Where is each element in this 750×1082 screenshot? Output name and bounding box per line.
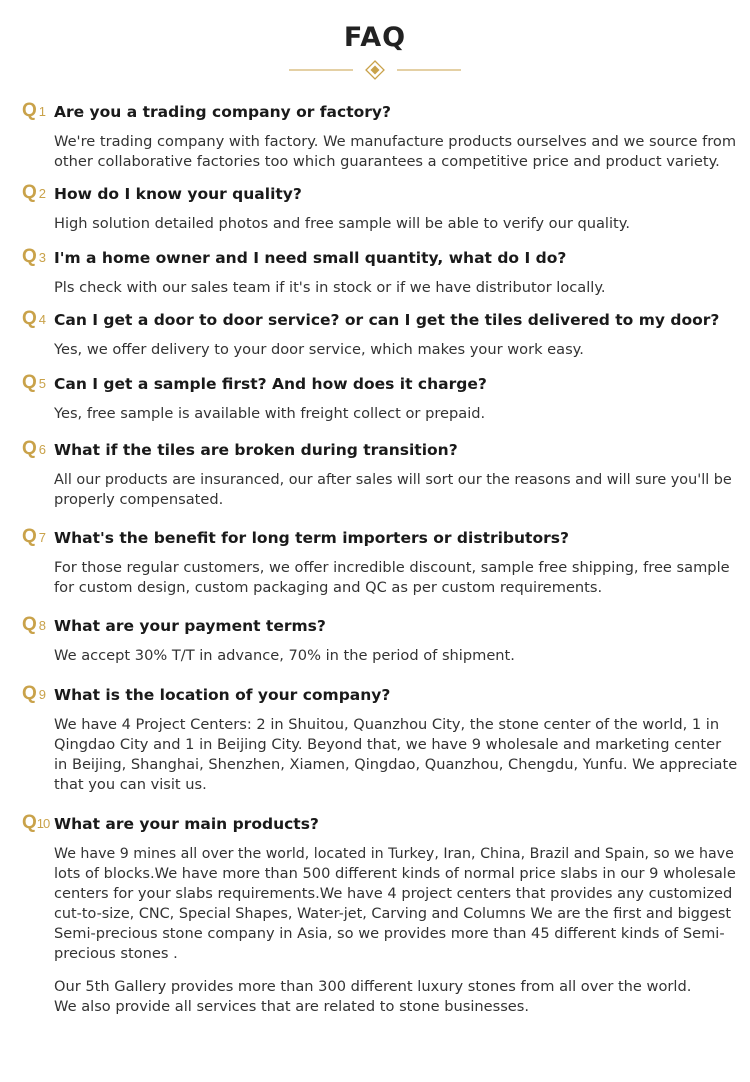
answer-extra-text: Our 5th Gallery provides more than 300 different luxury stones from all over the world. We also provide all services that are related to stone businesses. <box>54 978 692 1015</box>
answer-text: Pls check with our sales team if it's in stock or if we have distributor locally. <box>54 279 606 296</box>
answer-text: All our products are insuranced, our after sales will sort our the reasons and will sure you'll be properly compensated. <box>54 472 732 508</box>
answer-text: Yes, free sample is available with freight collect or prepaid. <box>54 405 486 422</box>
answer-text: Yes, we offer delivery to your door service, which makes your work easy. <box>54 341 584 358</box>
question-text: How do I know your quality? <box>54 185 302 203</box>
question-badge: Q 4 <box>22 308 47 329</box>
question-badge: Q 6 <box>22 438 47 459</box>
answer-text: We're trading company with factory. We manufacture products ourselves and we source from other collaborative factories too which guarantees a competitive price and product variety. <box>54 133 737 170</box>
question-text: I'm a home owner and I need small quantity, what do I do? <box>54 249 567 267</box>
question-text: What are your payment terms? <box>54 617 326 635</box>
question-badge: Q 1 <box>22 100 47 121</box>
page-title: FAQ <box>343 22 407 53</box>
question-text: What is the location of your company? <box>54 686 391 704</box>
answer-text: High solution detailed photos and free sample will be able to verify our quality. <box>54 215 630 232</box>
question-badge: Q 5 <box>22 372 47 393</box>
question-text: Are you a trading company or factory? <box>54 103 391 121</box>
title-divider <box>289 60 461 80</box>
question-badge: Q 7 <box>22 526 47 547</box>
question-text: Can I get a door to door service? or can I get the tiles delivered to my door? <box>54 311 720 329</box>
question-badge: Q 3 <box>22 246 47 267</box>
question-text: What are your main products? <box>54 815 319 833</box>
diamond-icon <box>366 61 384 79</box>
answer-text: We accept 30% T/T in advance, 70% in the period of shipment. <box>54 647 515 664</box>
question-text: What's the benefit for long term importers or distributors? <box>54 529 569 547</box>
question-badge: Q10 <box>22 812 50 833</box>
answer-text: We have 4 Project Centers: 2 in Shuitou, Quanzhou City, the stone center of the world, 1 in Qingdao City and 1 in Beijing City. Beyond that, we have 9 wholesale and marketing center in Beijing, Shanghai, Shenzhen, Xiamen, Qingdao, Quanzhou, Chengdu, Yunfu. We appreciate that you can visit us. <box>54 716 738 793</box>
question-badge: Q 2 <box>22 182 47 203</box>
answer-text: We have 9 mines all over the world, located in Turkey, Iran, China, Brazil and Spain, so we have lots of blocks.We have more than 500 different kinds of normal price slabs in our 9 wholesale centers for your slabs requirements.We have 4 project centers that provides any customized cut-to-size, CNC, Special Shapes, Water-jet, Carving and Columns We are the first and biggest Semi-precious stone company in Asia, so we provides more than 45 different kinds of Semi- precious stones . <box>54 846 736 962</box>
question-text: What if the tiles are broken during transition? <box>54 441 458 459</box>
question-text: Can I get a sample first? And how does it charge? <box>54 375 487 393</box>
answer-text: For those regular customers, we offer incredible discount, sample free shipping, free sample for custom design, custom packaging and QC as per custom requirements. <box>54 559 730 596</box>
question-badge: Q 8 <box>22 614 47 635</box>
question-badge: Q 9 <box>22 683 47 704</box>
